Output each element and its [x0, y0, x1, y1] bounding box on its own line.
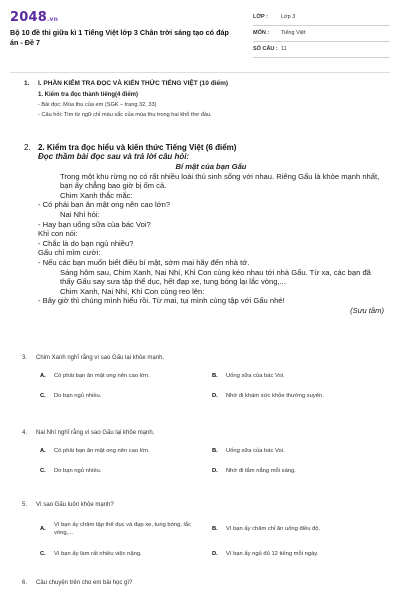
paragraph: - Nếu các bạn muốn biết điều bí mật, sớm mai hãy đến nhà tớ.: [38, 257, 250, 267]
question-6: [22, 580, 384, 586]
question-text: 6. Câu chuyện trên cho em bài học gì?: [22, 580, 133, 586]
sub-heading: 1. Kiểm tra đọc thành tiếng(4 điểm): [38, 92, 139, 98]
options: [36, 436, 384, 480]
text-line: - Bài đọc: Mùa thu của em (SGK – trang 32, 33): [38, 102, 157, 108]
text-line: - Câu hỏi: Tìm từ ngữ chỉ màu sắc của mùa thu trong hai khổ thơ đầu.: [38, 112, 212, 118]
options: [36, 508, 384, 564]
paragraph: - Chắc là do bạn ngủ nhiều?: [38, 238, 134, 248]
meta-row-subject: [253, 26, 390, 42]
question-4: [22, 430, 384, 480]
option-c[interactable]: C. Do bạn ngủ nhiều.: [40, 393, 102, 399]
meta-label: MÔN :: [253, 30, 270, 36]
meta-label: SỐ CÂU :: [253, 46, 278, 52]
question-1: [24, 80, 384, 118]
option-b[interactable]: B. Uống sữa của bác Voi.: [212, 373, 285, 379]
option-b[interactable]: B. Vì bạn ấy chăm chỉ ăn uống điều độ.: [212, 526, 321, 532]
question-text: 5. Vì sao Gấu luôn khỏe mạnh?: [22, 502, 114, 508]
options: [36, 361, 384, 405]
option-a[interactable]: A. Có phải bạn ăn mật ong nên cao lớn.: [40, 448, 150, 454]
option-d[interactable]: D. Nhờ đi khám sức khỏe thường xuyên.: [212, 393, 324, 399]
question-text: 3. Chim Xanh nghĩ rằng vì sao Gấu lại khỏe mạnh.: [22, 355, 165, 361]
passage-title: Bí mật của bạn Gấu: [175, 162, 247, 171]
paragraph: Chim Xanh thắc mắc:: [60, 190, 133, 200]
meta-row-question-count: [253, 42, 390, 58]
option-a[interactable]: A.Vì bạn ấy chăm tập thể dục và đạp xe, tung bóng, lắc vòng,...: [40, 522, 191, 536]
reading-passage: [38, 162, 384, 316]
question-text: 4. Nai Nhí nghĩ rằng vì sao Gấu lại khỏe mạnh.: [22, 430, 155, 436]
paragraph: Nai Nhí hỏi:: [60, 209, 100, 219]
header-divider: [10, 72, 390, 73]
option-c[interactable]: C. Do bạn ngủ nhiều.: [40, 468, 102, 474]
paragraph: Trong một khu rừng nọ có rất nhiều loài thú sinh sống với nhau. Riêng Gấu là khỏe mạnh nhất, bạn ấy chẳng bao giờ bị ốm cả.: [60, 171, 380, 191]
meta-value: Tiếng Việt: [281, 30, 306, 36]
option-b[interactable]: B. Uống sữa của bác Voi.: [212, 448, 285, 454]
document-header: [0, 0, 400, 66]
option-c[interactable]: C. Vì bạn ấy làm rất nhiều việc nặng.: [40, 551, 142, 557]
meta-row-grade: [253, 10, 390, 26]
paragraph: - Có phải bạn ăn mật ong nên cao lớn?: [38, 200, 171, 210]
question-heading: 1. I. PHẦN KIỂM TRA ĐỌC VÀ KIẾN THỨC TIẾNG VIỆT (10 điểm): [24, 80, 229, 87]
question-heading: 2. 2. Kiểm tra đọc hiểu và kiến thức Tiếng Việt (6 điểm): [24, 143, 237, 152]
paragraph: - Hay bạn uống sữa của bác Voi?: [38, 219, 151, 229]
source-note: (Sưu tầm): [350, 305, 384, 315]
meta-value: 11: [281, 46, 287, 52]
site-logo[interactable]: 2048.vn: [10, 10, 59, 25]
meta-table: [253, 10, 390, 58]
paragraph: Khỉ con nói:: [38, 229, 78, 239]
question-5: [22, 502, 384, 564]
paragraph: Chim Xanh, Nai Nhí, Khỉ Con cùng reo lên:: [60, 286, 205, 296]
option-a[interactable]: A. Có phải bạn ăn mật ong nên cao lớn.: [40, 373, 150, 379]
meta-value: Lớp 3: [281, 14, 296, 20]
question-3: [22, 355, 384, 405]
question-2: [24, 143, 384, 316]
paragraph: - Bây giờ thì chúng mình hiểu rồi. Từ mai, tụi mình cùng tập với Gấu nhé!: [38, 296, 285, 306]
paragraph: Sáng hôm sau, Chim Xanh, Nai Nhí, Khỉ Con cùng kéo nhau tới nhà Gấu. Từ xa, các bạn đã thấy Gấu say sưa tập thể dục, hết đạp xe, tung bóng lại lắc vòng,...: [60, 267, 371, 287]
paragraph: Gấu chỉ mỉm cười:: [38, 248, 101, 258]
option-d[interactable]: D. Vì bạn ấy ngủ đủ 12 tiếng mỗi ngày.: [212, 551, 319, 557]
meta-label: LỚP :: [253, 14, 268, 20]
instruction: Đọc thầm bài đọc sau và trả lời câu hỏi:: [38, 152, 190, 161]
page-title: Bộ 10 đề thi giữa kì 1 Tiếng Việt lớp 3 Chân trời sáng tạo có đáp án - Đề 7: [10, 28, 229, 47]
option-d[interactable]: D. Nhờ đi tắm nắng mỗi sáng.: [212, 468, 296, 474]
